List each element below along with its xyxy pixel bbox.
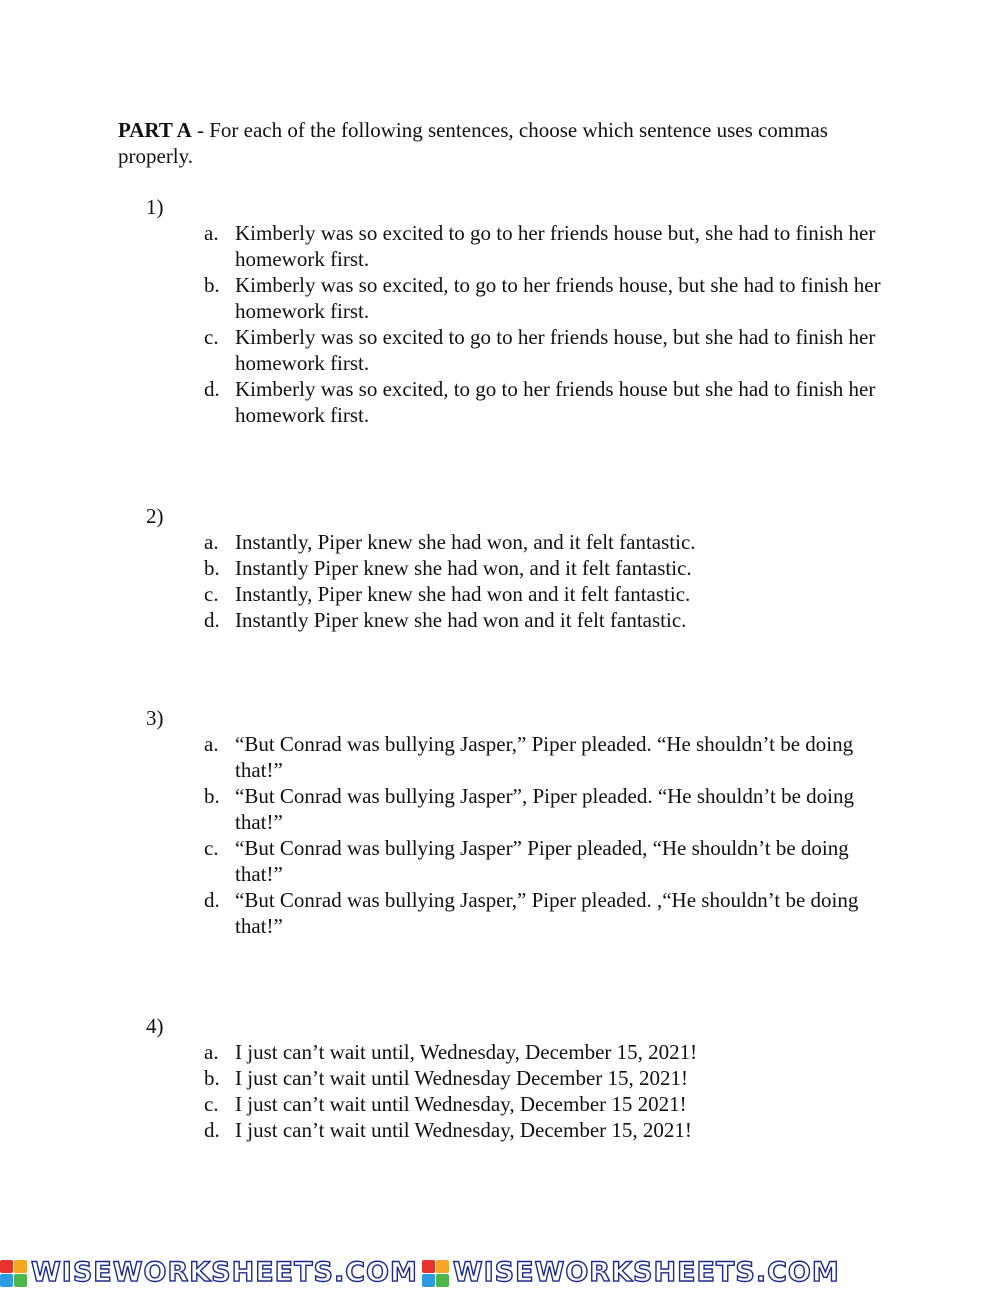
answer-option[interactable] (204, 220, 884, 272)
answer-option[interactable] (204, 1091, 884, 1117)
answer-option[interactable] (204, 581, 884, 607)
option-letter: a. (204, 732, 219, 756)
logo-block (14, 1274, 27, 1287)
answer-option[interactable] (204, 376, 884, 428)
question-number: 2) (146, 504, 164, 528)
option-letter: c. (204, 325, 219, 349)
answer-option[interactable] (204, 1039, 884, 1065)
question-number: 1) (146, 195, 164, 219)
option-letter: b. (204, 556, 220, 580)
answer-options (204, 1039, 884, 1143)
answer-option[interactable] (204, 1117, 884, 1143)
option-letter: c. (204, 582, 219, 606)
answer-option[interactable] (204, 731, 884, 783)
answer-option[interactable] (204, 272, 884, 324)
logo-block (436, 1274, 449, 1287)
answer-options (204, 220, 884, 428)
logo-block (422, 1260, 435, 1273)
brand-mark (422, 1255, 840, 1291)
option-letter: d. (204, 377, 220, 401)
part-label: PART A (118, 118, 192, 142)
answer-options (204, 529, 884, 633)
option-text: Instantly, Piper knew she had won, and it felt fantastic. (235, 530, 696, 554)
option-text: “But Conrad was bullying Jasper,” Piper pleaded. “He shouldn’t be doing that!” (235, 732, 854, 782)
logo-block (0, 1260, 13, 1273)
instructions-text: - For each of the following sentences, choose which sentence uses commas properly. (118, 118, 828, 168)
option-text: “But Conrad was bullying Jasper,” Piper pleaded. ,“He shouldn’t be doing that!” (235, 888, 859, 938)
option-letter: c. (204, 836, 219, 860)
option-letter: a. (204, 530, 219, 554)
logo-icon (0, 1260, 27, 1287)
question-number: 4) (146, 1014, 164, 1038)
option-letter: a. (204, 1040, 219, 1064)
logo-block (422, 1274, 435, 1287)
logo-icon (422, 1260, 449, 1287)
option-letter: d. (204, 608, 220, 632)
option-letter: b. (204, 273, 220, 297)
answer-option[interactable] (204, 1065, 884, 1091)
option-letter: b. (204, 784, 220, 808)
option-text: “But Conrad was bullying Jasper”, Piper pleaded. “He shouldn’t be doing that!” (235, 784, 854, 834)
instructions (118, 117, 878, 169)
option-text: I just can’t wait until Wednesday December 15, 2021! (235, 1066, 688, 1090)
answer-option[interactable] (204, 324, 884, 376)
answer-option[interactable] (204, 607, 884, 633)
option-text: I just can’t wait until, Wednesday, December 15, 2021! (235, 1040, 698, 1064)
option-text: Kimberly was so excited to go to her friends house but, she had to finish her homework first. (235, 221, 876, 271)
option-letter: d. (204, 1118, 220, 1142)
option-text: I just can’t wait until Wednesday, December 15 2021! (235, 1092, 687, 1116)
answer-option[interactable] (204, 887, 884, 939)
option-text: Instantly Piper knew she had won and it felt fantastic. (235, 608, 687, 632)
option-text: I just can’t wait until Wednesday, December 15, 2021! (235, 1118, 692, 1142)
answer-options (204, 731, 884, 939)
answer-option[interactable] (204, 835, 884, 887)
brand-mark (0, 1255, 418, 1291)
logo-block (436, 1260, 449, 1273)
option-text: Instantly Piper knew she had won, and it felt fantastic. (235, 556, 692, 580)
option-letter: a. (204, 221, 219, 245)
answer-option[interactable] (204, 555, 884, 581)
option-text: Kimberly was so excited to go to her friends house, but she had to finish her homework first. (235, 325, 876, 375)
option-letter: d. (204, 888, 220, 912)
logo-block (0, 1274, 13, 1287)
brand-text: WISEWORKSHEETS.COM (452, 1257, 840, 1288)
answer-option[interactable] (204, 529, 884, 555)
logo-block (14, 1260, 27, 1273)
option-text: Kimberly was so excited, to go to her friends house but she had to finish her homework first. (235, 377, 876, 427)
option-text: Kimberly was so excited, to go to her friends house, but she had to finish her homework first. (235, 273, 881, 323)
option-letter: c. (204, 1092, 219, 1116)
option-text: Instantly, Piper knew she had won and it felt fantastic. (235, 582, 691, 606)
option-letter: b. (204, 1066, 220, 1090)
option-text: “But Conrad was bullying Jasper” Piper pleaded, “He shouldn’t be doing that!” (235, 836, 849, 886)
answer-option[interactable] (204, 783, 884, 835)
brand-text: WISEWORKSHEETS.COM (31, 1257, 418, 1288)
watermark-footer (0, 1255, 1000, 1291)
question-number: 3) (146, 706, 164, 730)
